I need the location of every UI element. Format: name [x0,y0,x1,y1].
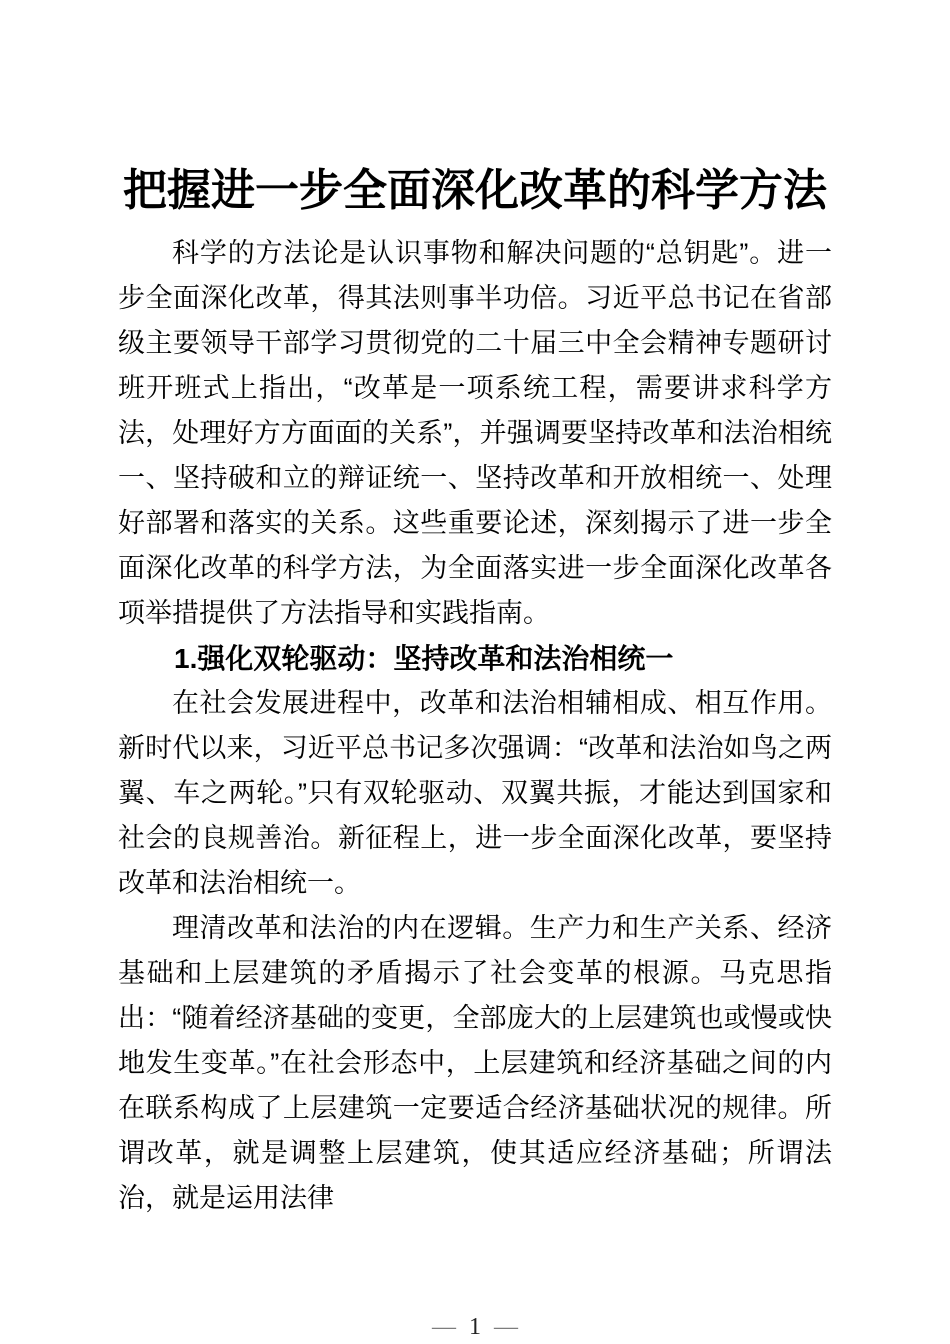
paragraph-section1-overview: 在社会发展进程中，改革和法治相辅相成、相互作用。新时代以来，习近平总书记多次强调：“改革和法治如鸟之两翼、车之两轮。”只有双轮驱动、双翼共振，才能达到国家和社会的良规善治。新征程上，进一步全面深化改革，要坚持改革和法治相统一。 [118,688,832,898]
page-footer [0,1313,950,1341]
paragraph-intro: 科学的方法论是认识事物和解决问题的“总钥匙”。进一步全面深化改革，得其法则事半功倍。习近平总书记在省部级主要领导干部学习贯彻党的二十届三中全会精神专题研讨班开班式上指出，“改革是一项系统工程，需要讲求科学方法，处理好方方面面的关系”，并强调要坚持改革和法治相统一、坚持破和立的辩证统一、坚持改革和开放相统一、处理好部署和落实的关系。这些重要论述，深刻揭示了进一步全面深化改革的科学方法，为全面落实进一步全面深化改革各项举措提供了方法指导和实践指南。 [118,238,832,628]
section-heading-1: 1.强化双轮驱动：坚持改革和法治相统一 [174,643,674,674]
document-body [118,164,832,1221]
footer-dash-right: — [494,1314,518,1340]
footer-dash-left: — [432,1314,456,1340]
document-title: 把握进一步全面深化改革的科学方法 [123,166,827,215]
paragraph-section1-logic: 理清改革和法治的内在逻辑。生产力和生产关系、经济基础和上层建筑的矛盾揭示了社会变革的根源。马克思指出：“随着经济基础的变更，全部庞大的上层建筑也或慢或快地发生变革。”在社会形态中，上层建筑和经济基础之间的内在联系构成了上层建筑一定要适合经济基础状况的规律。所谓改革，就是调整上层建筑，使其适应经济基础；所谓法治，就是运用法律 [118,913,832,1213]
page-number: 1 [469,1314,481,1340]
